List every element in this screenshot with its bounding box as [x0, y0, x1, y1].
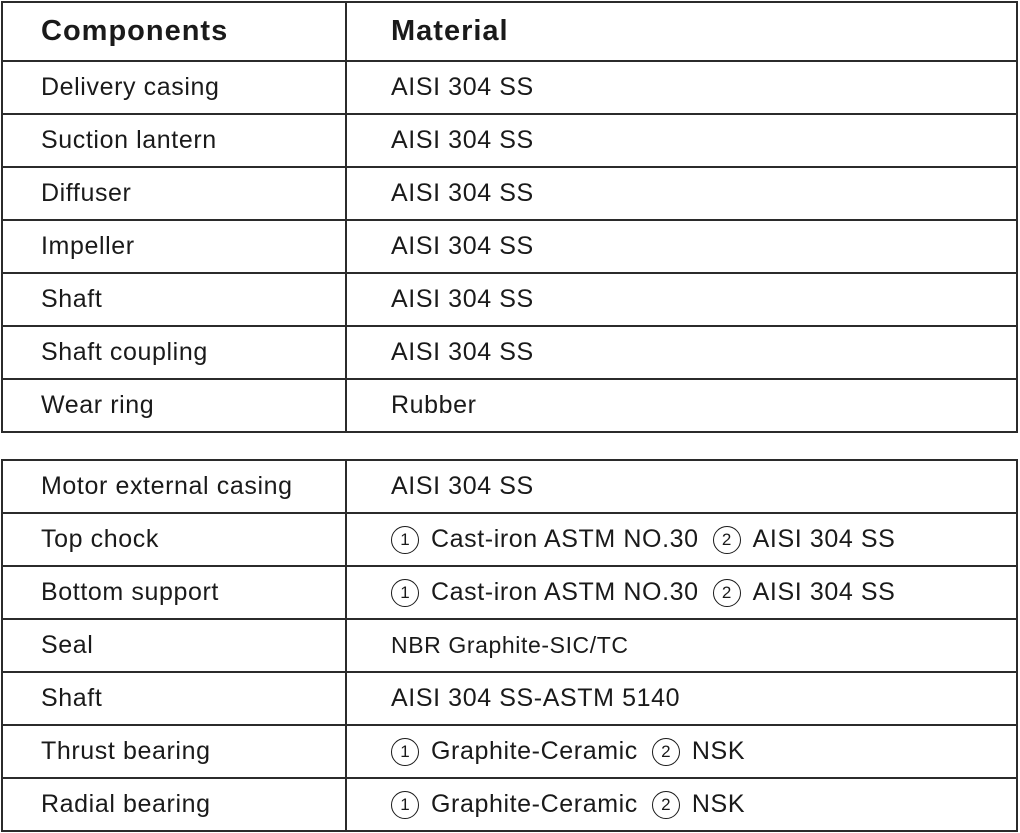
table-row [2, 167, 1017, 220]
circled-number-2: 2 [652, 738, 680, 766]
component-cell: Shaft [2, 273, 346, 326]
table-row [2, 61, 1017, 114]
material-cell [346, 566, 1017, 619]
circled-number-1: 1 [391, 579, 419, 607]
components-header: Components [2, 2, 346, 61]
material-cell: AISI 304 SS [346, 61, 1017, 114]
component-cell: Seal [2, 619, 346, 672]
material-header: Material [346, 2, 1017, 61]
component-cell: Radial bearing [2, 778, 346, 831]
material-cell [346, 778, 1017, 831]
motor-materials-table [1, 459, 1018, 832]
table-header-row [2, 2, 1017, 61]
material-cell [346, 725, 1017, 778]
table-row [2, 672, 1017, 725]
table-row [2, 619, 1017, 672]
circled-number-1: 1 [391, 526, 419, 554]
material-option: NSK [691, 790, 746, 818]
circled-number-2: 2 [713, 579, 741, 607]
component-cell: Suction lantern [2, 114, 346, 167]
component-cell: Bottom support [2, 566, 346, 619]
table-row [2, 725, 1017, 778]
material-cell: AISI 304 SS [346, 220, 1017, 273]
circled-number-2: 2 [652, 791, 680, 819]
table-row [2, 513, 1017, 566]
component-cell: Diffuser [2, 167, 346, 220]
table-row [2, 220, 1017, 273]
circled-number-1: 1 [391, 791, 419, 819]
material-cell: AISI 304 SS [346, 326, 1017, 379]
table-row [2, 114, 1017, 167]
material-option: AISI 304 SS [752, 578, 896, 606]
material-cell: AISI 304 SS [346, 167, 1017, 220]
component-cell: Wear ring [2, 379, 346, 432]
table-row [2, 379, 1017, 432]
material-option: Graphite-Ceramic [431, 790, 638, 818]
material-cell: NBR Graphite-SIC/TC [346, 619, 1017, 672]
component-cell: Shaft [2, 672, 346, 725]
material-cell: AISI 304 SS [346, 114, 1017, 167]
component-cell: Thrust bearing [2, 725, 346, 778]
table-row [2, 273, 1017, 326]
material-cell: AISI 304 SS-ASTM 5140 [346, 672, 1017, 725]
circled-number-2: 2 [713, 526, 741, 554]
table-row [2, 326, 1017, 379]
material-option: Cast-iron ASTM NO.30 [431, 525, 699, 553]
component-cell: Top chock [2, 513, 346, 566]
table-row [2, 778, 1017, 831]
table-row [2, 566, 1017, 619]
material-cell: Rubber [346, 379, 1017, 432]
component-cell: Motor external casing [2, 460, 346, 513]
component-cell: Shaft coupling [2, 326, 346, 379]
material-option: AISI 304 SS [752, 525, 896, 553]
table-row [2, 460, 1017, 513]
material-option: Cast-iron ASTM NO.30 [431, 578, 699, 606]
material-cell: AISI 304 SS [346, 460, 1017, 513]
material-cell [346, 513, 1017, 566]
pump-materials-table [1, 1, 1018, 433]
material-option: Graphite-Ceramic [431, 737, 638, 765]
component-cell: Delivery casing [2, 61, 346, 114]
material-cell: AISI 304 SS [346, 273, 1017, 326]
material-option: NSK [691, 737, 746, 765]
circled-number-1: 1 [391, 738, 419, 766]
component-cell: Impeller [2, 220, 346, 273]
